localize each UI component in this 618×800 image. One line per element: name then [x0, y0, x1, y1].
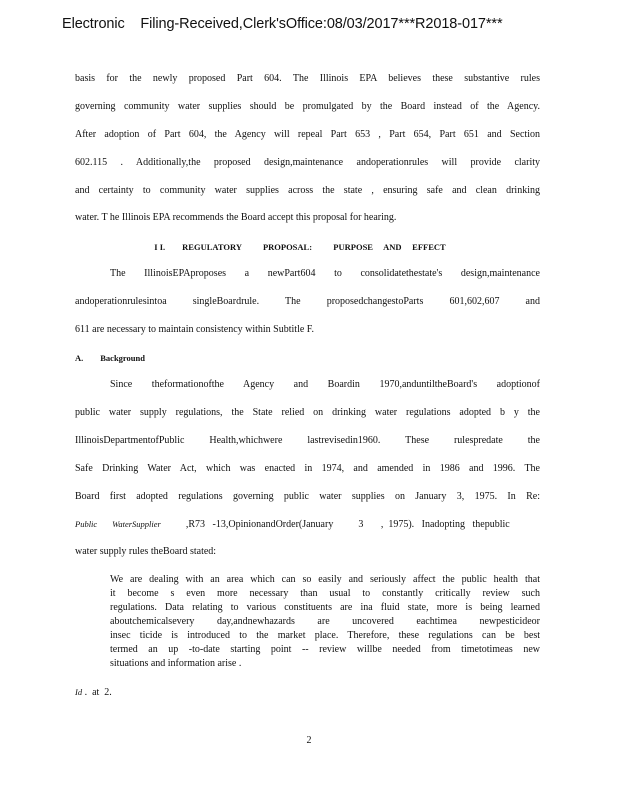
intro-line-4: 602.115 . Additionally,the proposed design,maintenance andoperationrules will provide clarity — [75, 157, 540, 168]
filing-header: Electronic Filing-Received,Clerk'sOffice:08/03/2017***R2018-017*** — [62, 16, 503, 32]
quote-line-1: We are dealing with an area which can so easily and seriously affect the public health that — [110, 574, 540, 585]
quote-line-2: it become s even more necessary than usual to constantly critically review such — [110, 588, 540, 599]
section-line-1: The IllinoisEPAproposes a newPart604 to consolidatethestate's design,maintenance — [110, 268, 540, 279]
quote-line-6: termed an up -to-date starting point -- review willbe needed from timetotimeas new — [110, 644, 540, 655]
quote-line-3: regulations. Data relating to various constituents are ina fluid state, more is being learned — [110, 602, 540, 613]
id-citation — [75, 686, 540, 699]
page-number: 2 — [306, 735, 312, 746]
intro-line-5: and certainty to community water supplies across the state , ensuring safe and clean drinking — [75, 185, 540, 196]
intro-line-1: basis for the newly proposed Part 604. The Illinois EPA believes these substantive rules — [75, 73, 540, 84]
quote-line-4: aboutchemicalsevery day,andnewhazards are uncovered eachtimea newpesticideor — [110, 616, 540, 627]
id-abbrev: Id — [75, 687, 83, 697]
background-line-4: Safe Drinking Water Act, which was enacted in 1974, and amended in 1986 and 1996. The — [75, 463, 540, 474]
stated-line: water supply rules theBoard stated: — [75, 546, 217, 557]
subheading-background: A. Background — [75, 353, 145, 363]
section-heading: I I. REGULATORY PROPOSAL: PURPOSE AND EFFECT — [154, 242, 446, 252]
citation-line — [75, 518, 540, 531]
id-rest: . at 2. — [82, 687, 112, 698]
background-line-5: Board first adopted regulations governing public water supplies on January 3, 1975. In Re: — [75, 491, 540, 502]
background-line-1: Since theformationofthe Agency and Boardin 1970,anduntiltheBoard's adoptionof — [110, 379, 540, 390]
citation-case-name: Public WaterSupplier — [75, 519, 161, 529]
section-line-3: 611 are necessary to maintain consistency within Subtitle F. — [75, 324, 315, 335]
intro-line-2: governing community water supplies should be promulgated by the Board instead of the Agency. — [75, 101, 540, 112]
citation-rest: ,R73 -13,OpinionandOrder(January 3 , 1975). Inadopting thepublic — [160, 519, 510, 530]
quote-line-7: situations and information arise . — [110, 658, 242, 669]
background-line-3: IllinoisDepartmentofPublic Health,whichwere lastrevisedin1960. These rulespredate the — [75, 435, 540, 446]
intro-line-3: After adoption of Part 604, the Agency will repeal Part 653 , Part 654, Part 651 and Section — [75, 129, 540, 140]
background-line-2: public water supply regulations, the State relied on drinking water regulations adopted b y the — [75, 407, 540, 418]
intro-line-6: water. T he Illinois EPA recommends the Board accept this proposal for hearing. — [75, 212, 397, 223]
quote-line-5: insec ticide is introduced to the market place. Therefore, these regulations can be best — [110, 630, 540, 641]
section-line-2: andoperationrulesintoa singleBoardrule. The proposedchangestoParts 601,602,607 and — [75, 296, 540, 307]
